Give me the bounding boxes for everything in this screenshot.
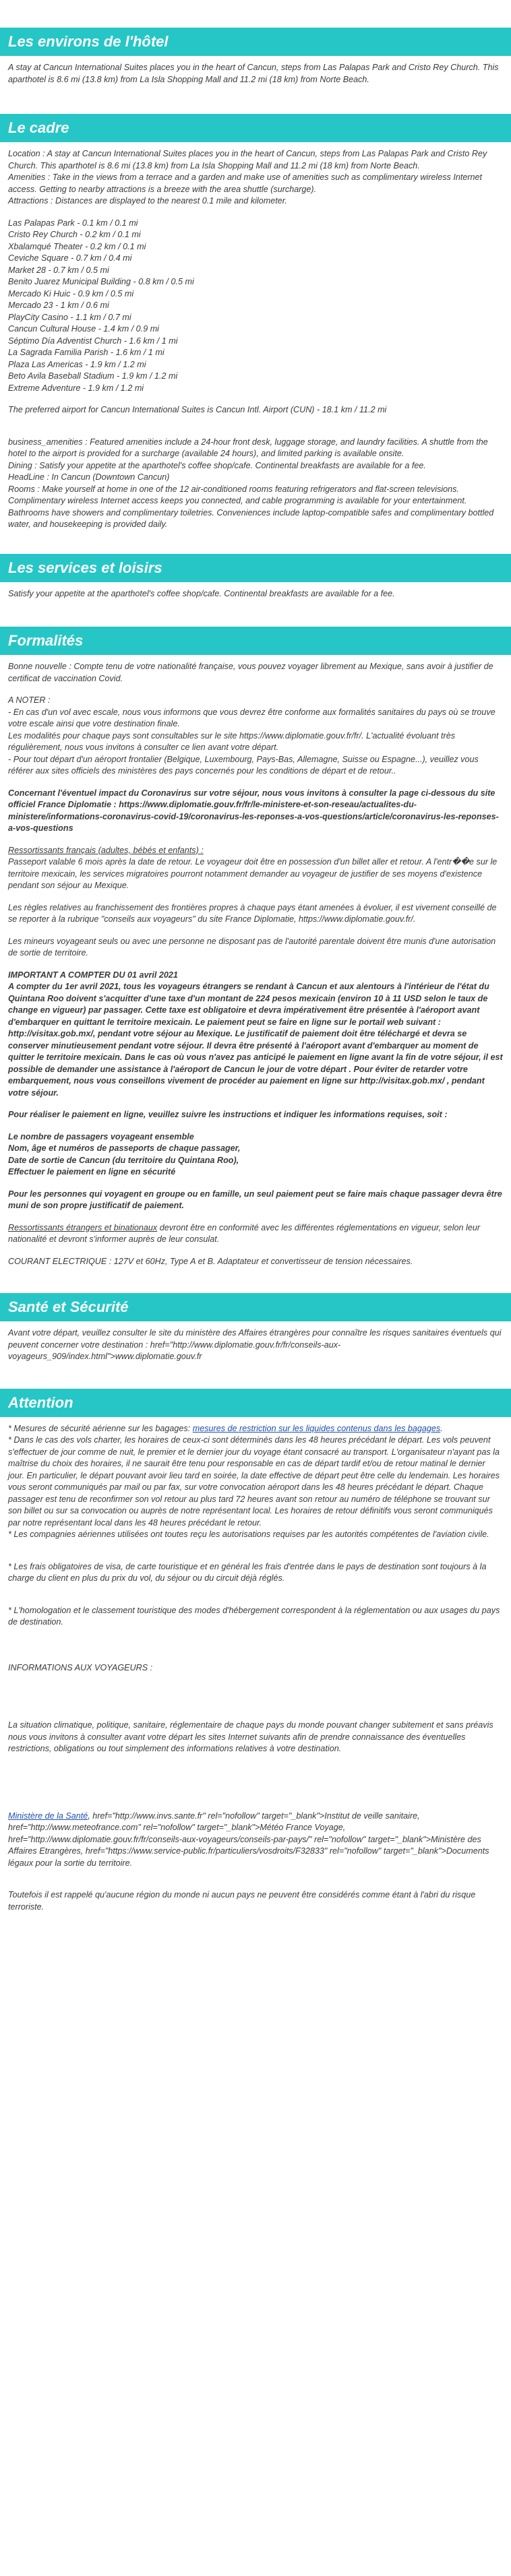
foreign-nationals — [8, 1222, 503, 1246]
cadre-location: Location : A stay at Cancun International Suites places you in the heart of Cancun, steps from Las Palapas Park and Cristo Rey Church. This aparthotel is 8.6 mi (13.8 km) from La Isla Shopping Mall and 11.2 mi (18 km) from Norte Beach. — [8, 149, 487, 170]
section-title-environs: Les environs de l'hôtel — [0, 28, 511, 56]
foreign-nationals-head: Ressortissants étrangers et binationaux — [8, 1222, 158, 1232]
useful-links — [8, 1811, 503, 1870]
cadre-attractions: Attractions : Distances are displayed to the nearest 0.1 mile and kilometer. — [8, 196, 287, 206]
electric-current: COURANT ELECTRIQUE : 127V et 60Hz, Type A et B. Adaptateur et convertisseur de tension nécessaires. — [8, 1256, 413, 1266]
foreign-nationals-text: devront être en conformité avec les différentes réglementations en vigueur, selon leur nationalité et devront s'informer auprès de leur consulat. — [8, 1222, 481, 1244]
cadre-rooms: Rooms : Make yourself at home in one of the 12 air-conditioned rooms featuring refrigerators and flat-screen televisions. Complimentary wireless Internet access keeps you connected, and cable programming is available for your entertainment. Bathrooms have showers and complimentary toiletries. Conveniences include laptop-compatible safes and complimentary bottled water, and housekeeping is provided daily. — [8, 484, 494, 529]
services-text: Satisfy your appetite at the aparthotel's coffee shop/cafe. Continental breakfasts are available for a fee. — [8, 588, 395, 598]
info-head: INFORMATIONS AUX VOYAGEURS : — [8, 1662, 153, 1672]
list-item: Cancun Cultural House - 1.4 km / 0.9 mi — [8, 324, 159, 334]
cadre-airport: The preferred airport for Cancun International Suites is Cancun Intl. Airport (CUN) - 18.1 km / 11.2 mi — [8, 405, 387, 414]
section-attention — [0, 1417, 511, 1914]
ministry-health-link[interactable]: Ministère de la Santé — [8, 1811, 88, 1821]
list-item: Beto Avila Baseball Stadium - 1.9 km / 1.2 mi — [8, 371, 178, 381]
note-line-3: - Pour tout départ d'un aéroport frontalier (Belgique, Luxembourg, Pays-Bas, Allemagne, Suisse ou Espagne...), veuillez vous référer aux sites officiels des ministères des pays concernés pour les conditions de départ et de retour.. — [8, 754, 479, 776]
note-line-1: - En cas d'un vol avec escale, nous vous informons que vous devrez être conforme aux formalités sanitaires du pays où se trouve votre escale ainsi que votre destination finale. — [8, 707, 495, 728]
charter-flights-text: * Dans le cas des vols charter, les horaires de ceux-ci sont déterminés dans les 48 heures précédant le départ. Les vols peuvent s'effectuer de jour comme de nuit, le premier et le dernier jour du voyage étant consacré au transport. L'organisateur n'ayant pas la maîtrise du choix des horaires, il ne saurait être tenu pour responsable en cas de départ tardif et/ou de retour matinal le dernier jour. En particulier, le départ pouvant avoir lieu tard en soirée, la date effective de départ peut être celle du lendemain. Les horaires vous seront communiqués par mail ou par fax, sur votre convocation aéroport dans les 48 heures précédant le départ. Chaque passager est tenu de reconfirmer son vol retour au plus tard 72 heures avant son retour au numéro de téléphone se trouvant sur son billet ou sur sa convocation ou auprès de notre représentant local. Les horaires de retour définitifs vous seront communiqués par notre représentant local dans les 48 heures précédant le retour. — [8, 1435, 500, 1528]
important-head: IMPORTANT A COMPTER DU 01 avril 2021 — [8, 970, 178, 980]
security-measures-text: * Mesures de sécurité aérienne sur les bagages: — [8, 1423, 193, 1433]
list-item: Las Palapas Park - 0.1 km / 0.1 mi — [8, 218, 138, 228]
info-line-2: nous vous invitons à consulter avant votre départ les sites Internet suivants afin de prendre connaissance des éventuelles restrictions, obligations ou tout simplement des informations relatives à votre destination. — [8, 1732, 466, 1753]
list-item: Mercado Ki Huic - 0.9 km / 0.5 mi — [8, 288, 134, 299]
section-title-attention: Attention — [0, 1389, 511, 1417]
cadre-dining: Dining : Satisfy your appetite at the aparthotel's coffee shop/cafe. Continental breakfasts are available for a fee. — [8, 460, 426, 470]
list-item: Plaza Las Americas - 1.9 km / 1.2 mi — [8, 359, 146, 369]
formalites-intro: Bonne nouvelle : Compte tenu de votre nationalité française, vous pouvez voyager librement au Mexique, sans avoir à justifier de certificat de vaccination Covid. — [8, 662, 493, 683]
terrorism-risk-text: Toutefois il est rappelé qu'aucune région du monde ni aucun pays ne peuvent être considérés comme étant à l'abri du risque terroriste. — [8, 1890, 476, 1912]
list-item: Nom, âge et numéros de passeports de chaque passager, — [8, 1143, 241, 1153]
airlines-text: * Les compagnies aériennes utilisées ont toutes reçu les autorisations requises par les autorités compétentes de l'aviation civile. — [8, 1530, 489, 1539]
note-head: A NOTER : — [8, 695, 51, 705]
group-payment-text: Pour les personnes qui voyagent en groupe ou en famille, un seul paiement peut se faire mais chaque passager devra être muni de son propre justificatif de paiement. — [8, 1189, 502, 1210]
section-formalites — [0, 655, 511, 1267]
info-line-1: La situation climatique, politique, sanitaire, réglementaire de chaque pays du monde pouvant changer subitement et sans préavis — [8, 1720, 493, 1730]
accommodation-text: * L'homologation et le classement touristique des modes d'hébergement correspondent à la réglementation ou aux usages du pays de destination. — [8, 1605, 500, 1627]
list-item: Cristo Rey Church - 0.2 km / 0.1 mi — [8, 230, 141, 239]
sante-text: Avant votre départ, veuillez consulter le site du ministère des Affaires étrangères pour connaître les risques sanitaires éventuels qui peuvent concerner votre destination : href="http://www.diplomatie.gouv.fr/fr/conseils-aux-voyageurs_909/index.html">www.diplomatie.gouv.fr — [8, 1328, 502, 1361]
list-item: Effectuer le paiement en ligne en sécurité — [8, 1167, 176, 1176]
section-environs — [0, 56, 511, 86]
environs-text: A stay at Cancun International Suites places you in the heart of Cancun, steps from Las Palapas Park and Cristo Rey Church. This aparthotel is 8.6 mi (13.8 km) from La Isla Shopping Mall and 11.2 mi (18 km) from Norte Beach. — [8, 63, 499, 84]
security-measures-end: . — [440, 1423, 443, 1433]
french-nationals-head: Ressortissants français (adultes, bébés et enfants) : — [8, 845, 204, 855]
cadre-business: business_amenities : Featured amenities include a 24-hour front desk, luggage storage, and laundry facilities. A shuttle from the hotel to the airport is provided for a surcharge (available 24 hours), and limited parking is available onsite. — [8, 437, 488, 458]
section-title-sante: Santé et Sécurité — [0, 1293, 511, 1321]
border-rules-text: Les règles relatives au franchissement des frontières propres à chaque pays étant amenées à évoluer, il est vivement conseillé de se reporter à la rubrique "conseils aux voyageurs" du site France Diplomatie, https://www.diplomatie.gouv.fr/. — [8, 902, 497, 924]
list-item: Benito Juarez Municipal Building - 0.8 km / 0.5 mi — [8, 277, 194, 286]
liquids-restriction-link[interactable]: mesures de restriction sur les liquides contenus dans les bagages — [192, 1423, 441, 1433]
coronavirus-info: Concernant l'éventuel impact du Coronavirus sur votre séjour, nous vous invitons à consulter la page ci-dessous du site officiel France Diplomatie : https://www.diplomatie.gouv.fr/fr/le-ministere-et-son-reseau/actualites-du-ministere/informations-coronavirus-covid-19/coronavirus-les-reponses-a-vos-questions/article/coronavirus-les-reponses-a-vos-questions — [8, 788, 499, 833]
list-item: La Sagrada Familia Parish - 1.6 km / 1 mi — [8, 348, 164, 357]
list-item: Date de sortie de Cancun (du territoire du Quintana Roo), — [8, 1155, 239, 1165]
cadre-headline: HeadLine : In Cancun (Downtown Cancun) — [8, 472, 170, 482]
cadre-amenities: Amenities : Take in the views from a terrace and a garden and make use of amenities such as complimentary wireless Internet access. Getting to nearby attractions is a breeze with the area shuttle (surcharge). — [8, 172, 483, 194]
section-title-formalites: Formalités — [0, 627, 511, 655]
list-item: Xbalamqué Theater - 0.2 km / 0.1 mi — [8, 241, 146, 251]
section-title-cadre: Le cadre — [0, 114, 511, 142]
visitax-text: A compter du 1er avril 2021, tous les voyageurs étrangers se rendant à Cancun et aux alentours à l'intérieur de l'état du Quintana Roo doivent s'acquitter d'une taxe d'un montant de 224 pesos mexicain (environ 10 à 11 USD selon le taux de change en vigueur) par passager. Cette taxe est obligatoire et devra impérativement être présentée à l'aéroport avant d'embarquer en quittant le territoire mexicain. Le paiement peut se faire en ligne sur le portail web suivant : http://visitax.gob.mx/, pendant votre séjour au Mexique. Le justificatif de paiement doit être téléchargé et devra se conserver minutieusement pendant votre séjour. Il devra être présenté à l'aéroport avant d'embarquer au moment de quitter le territoire mexicain. Dans le cas où vous n'avez pas anticipé le paiement en ligne avant la fin de votre séjour, il est possible de demander une assistance à l'aéroport de Cancun le jour de votre départ . Pour éviter de retarder votre embarquement, nous vous conseillons vivement de procéder au paiement en ligne sur http://visitax.gob.mx/ , pendant votre séjour. — [8, 982, 503, 1098]
list-item: Market 28 - 0.7 km / 0.5 mi — [8, 265, 109, 275]
minors-text: Les mineurs voyageant seuls ou avec une personne ne disposant pas de l'autorité parentale doivent être munis d'une autorisation de sortie de territoire. — [8, 936, 496, 957]
payment-head: Pour réaliser le paiement en ligne, veuillez suivre les instructions et indiquer les informations requises, soit : — [8, 1110, 448, 1119]
list-item: Ceviche Square - 0.7 km / 0.4 mi — [8, 253, 132, 263]
section-title-services: Les services et loisirs — [0, 554, 511, 582]
list-item: Extreme Adventure - 1.9 km / 1.2 mi — [8, 383, 144, 393]
note-line-2: Les modalités pour chaque pays sont consultables sur le site https://www.diplomatie.gouv.fr/fr/. L'actualité évoluant très régulièrement, nous vous invitons à consulter ce lien avant votre départ. — [8, 730, 455, 752]
list-item: Le nombre de passagers voyageant ensemble — [8, 1131, 194, 1141]
list-item: Séptimo Día Adventist Church - 1.6 km / 1 mi — [8, 336, 178, 346]
list-item: Mercado 23 - 1 km / 0.6 mi — [8, 301, 109, 310]
french-nationals-text: Passeport valable 6 mois après la date de retour. Le voyageur doit être en possession d'un billet aller et retour. A l'entr��e sur le territoire mexicain, les services migratoires pourront notamment demander au voyageur de justifier de ses moyens d'existence pendant son séjour au Mexique. — [8, 857, 498, 890]
list-item: PlayCity Casino - 1.1 km / 0.7 mi — [8, 312, 131, 322]
security-measures — [8, 1423, 503, 1435]
section-sante — [0, 1321, 511, 1363]
useful-links-text: , href="http://www.invs.sante.fr" rel="nofollow" target="_blank">Institut de veille sanitaire, href="http://www.meteofrance.com" rel="nofollow" target="_blank">Météo France Voyage, href="http://www.diplomatie.gouv.fr/fr/conseils-aux-voyageurs/conseils-par-pays/" rel="nofollow" target="_blank">Ministère des Affaires Etrangères, href="https://www.service-public.fr/particuliers/vosdroits/F32833" rel="nofollow" target="_blank">Documents légaux pour la sortie du territoire. — [8, 1811, 489, 1868]
visa-fees-text: * Les frais obligatoires de visa, de carte touristique et en général les frais d'entrée dans le pays de destination sont toujours à la charge du client en plus du prix du vol, du séjour ou du circuit déjà réglés. — [8, 1561, 487, 1583]
section-cadre — [0, 142, 511, 531]
attractions-list — [8, 218, 503, 395]
section-services — [0, 582, 511, 600]
